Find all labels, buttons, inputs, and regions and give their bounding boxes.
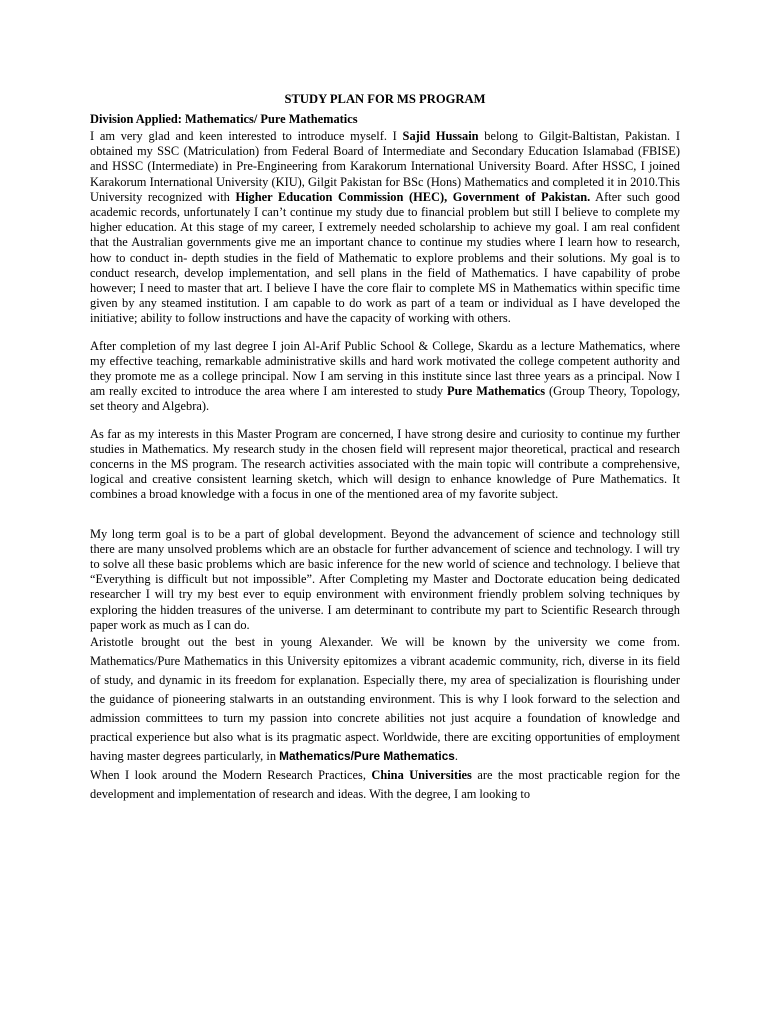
text-run: After completion of my last degree I join Al-Arif Public School & College, Skardu as a lecture Mathematics, where my effective teaching, remarkable administrative skills and hard work motivated the college competent authority and they promote me as a college principal. Now I am serving in this institute since last three years as a principal. Now I am really excited to introduce the area where I am interested to study	[90, 338, 680, 399]
text-run: (Group Theory, Topology, set theory and Algebra).	[90, 384, 680, 414]
document-title: STUDY PLAN FOR MS PROGRAM	[284, 92, 486, 106]
document-page	[90, 92, 680, 804]
bold-china-universities: China Universities	[371, 768, 472, 783]
paragraph-introduction	[90, 129, 680, 327]
paragraph-university	[90, 633, 680, 766]
bold-pure-mathematics: Pure Mathematics	[447, 384, 546, 399]
bold-hec: Higher Education Commission (HEC), Government of Pakistan.	[235, 189, 591, 204]
paragraph-interests: As far as my interests in this Master Program are concerned, I have strong desire and curiosity to continue my further studies in Mathematics. My research study in the chosen field will represent major theoretical, practical and research concerns in the MS program. The research activities associated with the main topic will contribute a comprehensive, logical and creative consistent learning sketch, which will design to enhance knowledge of Pure Mathematics. It combines a broad knowledge with a focus in one of the mentioned area of my favorite subject.	[90, 426, 680, 502]
text-run: When I look around the Modern Research Practices,	[90, 768, 372, 783]
division-heading: Division Applied: Mathematics/ Pure Mathematics	[90, 111, 358, 126]
bold-subject-label: Mathematics/Pure Mathematics	[279, 749, 455, 764]
bold-name: Sajid Hussain	[402, 129, 479, 143]
text-run: Aristotle brought out the best in young Alexander. We will be known by the university we come from. Mathematics/Pure Mathematics in this University epitomizes a vibrant academic community, rich, diverse in its field of study, and dynamic in its freedom for explanation. Especially there, my area of specialization is flourishing under the guidance of pioneering stalwarts in an outstanding environment. This is why I look forward to the selection and admission committees to turn my passion into concrete abilities not just acquire a foundation of knowledge and practical experience but also what is its pragmatic aspect. Worldwide, there are exciting opportunities of employment having master degrees particularly, in	[90, 635, 680, 764]
text-run: I am very glad and keen interested to introduce myself. I	[90, 129, 403, 143]
text-run: are the most practicable region for the development and implementation of research and ideas. With the degree, I am looking to	[90, 768, 680, 802]
paragraph-long-term-goal: My long term goal is to be a part of global development. Beyond the advancement of science and technology still there are many unsolved problems which are an obstacle for further advancement of science and technology. I will try to solve all these basic problems which are basic inference for the new world of science and technology. I believe that “Everything is difficult but not impossible”. After Completing my Master and Doctorate education being dedicated researcher I will try my best ever to equip environment with environment friendly problem solving techniques by exploring the hidden treasures of the universe. I am determinant to contribute my part to Scientific Research through paper work as much as I can do.	[90, 526, 680, 632]
paragraph-china-universities	[90, 766, 680, 804]
text-run: belong to Gilgit-Baltistan, Pakistan. I obtained my SSC (Matriculation) from Federal Board of Intermediate and Secondary Education Islamabad (FBISE) and HSSC (Intermediate) in Pre-Engineering from Karakorum International University Board. After HSSC, I joined Karakorum International University (KIU), Gilgit Pakistan for BSc (Hons) Mathematics and completed it in 2010.This University recognized with	[90, 129, 680, 204]
text-run: After such good academic records, unfortunately I can’t continue my study due to financial problem but still I believe to complete my higher education. At this stage of my career, I extremely needed scholarship to achieve my goal. I am real confident that the Australian governments give me an important chance to continue my studies where I learn how to research, how to conduct in- depth studies in the field of Mathematic to explore problems and their solutions. My goal is to conduct research, develop implementation, and sell plans in the field of Mathematics. I have capability of probe however; I need to master that art. I believe I have the core flair to complete MS in Mathematics within specific time given by any steamed institution. I am capable to do work as part of a team or individual as I have developed the initiative; ability to follow instructions and have the capacity of working with others.	[90, 189, 680, 326]
text-run: .	[454, 749, 458, 764]
paragraph-experience	[90, 339, 680, 415]
